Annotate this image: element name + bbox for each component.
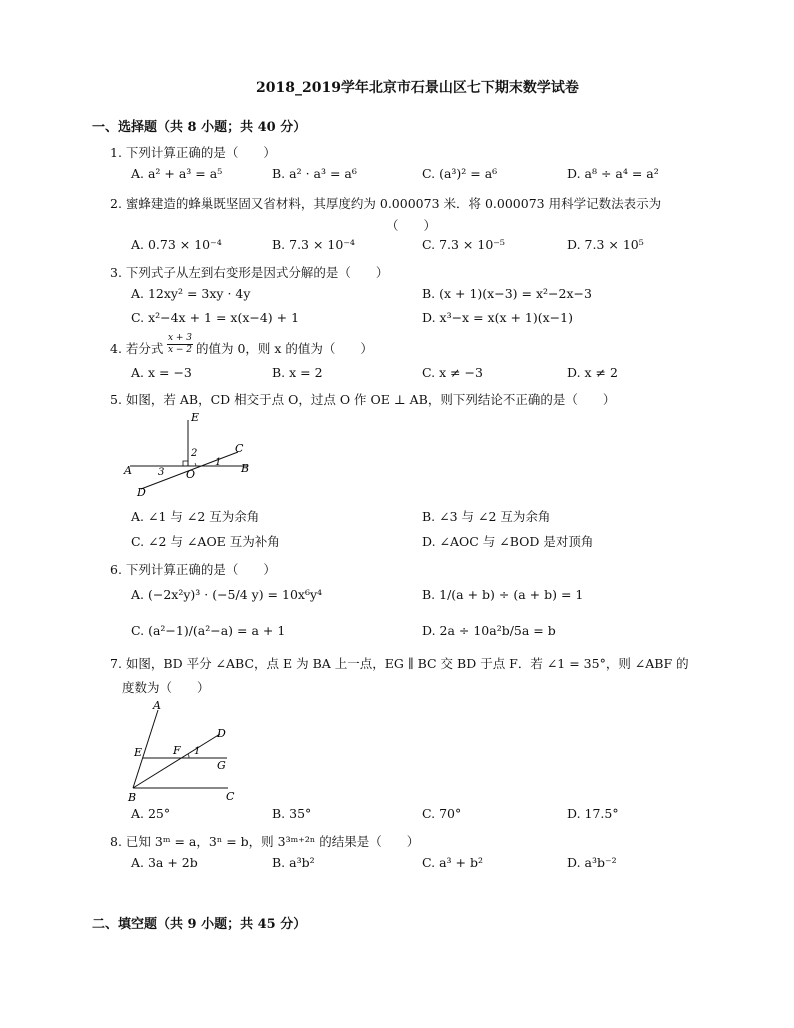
figure-5-intersecting-lines bbox=[120, 410, 260, 500]
label-c: C bbox=[235, 442, 244, 455]
question-7-option-d: D. 17.5° bbox=[567, 806, 619, 821]
label-a: A bbox=[153, 699, 161, 712]
section-heading-fill-in: 二、填空题（共 9 小题；共 45 分） bbox=[92, 917, 307, 932]
question-8-stem: 8. 已知 3ᵐ = a，3ⁿ = b，则 3³ᵐ⁺²ⁿ 的结果是（ ） bbox=[110, 834, 420, 849]
question-7-option-c: C. 70° bbox=[422, 806, 462, 821]
line-bd bbox=[133, 734, 220, 788]
question-4-option-c: C. x ≠ −3 bbox=[422, 365, 483, 380]
question-3-option-d: D. x³−x = x(x + 1)(x−1) bbox=[422, 310, 573, 325]
label-angle-1: 1 bbox=[215, 457, 222, 468]
question-5-stem: 5. 如图，若 AB，CD 相交于点 O，过点 O 作 OE ⊥ AB，则下列结论不正确的是（ ） bbox=[110, 392, 616, 407]
question-2-option-d: D. 7.3 × 10⁵ bbox=[567, 237, 644, 252]
label-e: E bbox=[191, 411, 200, 424]
label-o: O bbox=[186, 468, 196, 481]
right-angle-mark bbox=[183, 461, 188, 466]
question-2-option-c: C. 7.3 × 10⁻⁵ bbox=[422, 237, 505, 252]
question-4-fraction bbox=[167, 333, 193, 356]
question-4-stem-post: 的值为 0，则 x 的值为（ ） bbox=[196, 341, 373, 356]
question-7-stem-cont: 度数为（ ） bbox=[122, 680, 210, 695]
question-4-stem-pre: 4. 若分式 bbox=[110, 341, 164, 356]
question-6-option-c: C. (a²−1)/(a²−a) = a + 1 bbox=[131, 623, 286, 638]
fraction-numerator: x + 3 bbox=[167, 333, 193, 343]
question-1-option-a: A. a² + a³ = a⁵ bbox=[131, 166, 223, 181]
page-title: 2018_2019学年北京市石景山区七下期末数学试卷 bbox=[256, 80, 579, 96]
section-heading-choice: 一、选择题（共 8 小题；共 40 分） bbox=[92, 120, 307, 135]
label-angle-2: 2 bbox=[191, 448, 198, 459]
question-4-option-a: A. x = −3 bbox=[131, 365, 192, 380]
question-2-option-b: B. 7.3 × 10⁻⁴ bbox=[272, 237, 355, 252]
label-angle-1: 1 bbox=[194, 746, 201, 757]
question-4-option-b: B. x = 2 bbox=[272, 365, 323, 380]
question-7-option-b: B. 35° bbox=[272, 806, 312, 821]
label-a: A bbox=[124, 464, 132, 477]
label-e: E bbox=[134, 746, 143, 759]
label-c: C bbox=[226, 790, 235, 803]
angle-1-arc bbox=[188, 754, 189, 758]
question-1-stem: 1. 下列计算正确的是（ ） bbox=[110, 145, 276, 160]
figure-7-bisector bbox=[125, 696, 245, 804]
question-1-option-d: D. a⁸ ÷ a⁴ = a² bbox=[567, 166, 659, 181]
question-1-option-c: C. (a³)² = a⁶ bbox=[422, 166, 498, 181]
question-2-stem: 2. 蜜蜂建造的蜂巢既坚固又省材料，其厚度约为 0.000073 米．将 0.000073 用科学记数法表示为 bbox=[110, 196, 662, 211]
fraction-denominator: x − 2 bbox=[167, 345, 193, 355]
question-7-option-a: A. 25° bbox=[131, 806, 171, 821]
label-b: B bbox=[128, 791, 137, 804]
question-8-option-d: D. a³b⁻² bbox=[567, 855, 617, 870]
question-7-stem: 7. 如图，BD 平分 ∠ABC，点 E 为 BA 上一点，EG ∥ BC 交 BD 于点 F．若 ∠1 = 35°，则 ∠ABF 的 bbox=[110, 656, 689, 671]
question-3-option-c: C. x²−4x + 1 = x(x−4) + 1 bbox=[131, 310, 300, 325]
label-angle-3: 3 bbox=[158, 467, 165, 478]
question-8-option-a: A. 3a + 2b bbox=[131, 855, 198, 870]
question-5-option-a: A. ∠1 与 ∠2 互为余角 bbox=[131, 509, 260, 524]
question-5-option-c: C. ∠2 与 ∠AOE 互为补角 bbox=[131, 534, 280, 549]
question-6-option-d: D. 2a ÷ 10a²b/5a = b bbox=[422, 623, 556, 638]
question-6-stem: 6. 下列计算正确的是（ ） bbox=[110, 562, 276, 577]
question-1-option-b: B. a² · a³ = a⁶ bbox=[272, 166, 357, 181]
question-3-option-b: B. (x + 1)(x−3) = x²−2x−3 bbox=[422, 286, 592, 301]
question-5-option-d: D. ∠AOC 与 ∠BOD 是对顶角 bbox=[422, 534, 594, 549]
question-4-option-d: D. x ≠ 2 bbox=[567, 365, 618, 380]
question-6-option-a: A. (−2x²y)³ · (−5/4 y) = 10x⁶y⁴ bbox=[131, 587, 323, 602]
label-d: D bbox=[137, 486, 146, 499]
label-b: B bbox=[241, 462, 250, 475]
label-f: F bbox=[173, 744, 181, 757]
question-2-stem-paren: （ ） bbox=[386, 218, 437, 233]
question-5-option-b: B. ∠3 与 ∠2 互为余角 bbox=[422, 509, 551, 524]
question-6-option-b: B. 1/(a + b) ÷ (a + b) = 1 bbox=[422, 587, 584, 602]
question-8-option-b: B. a³b² bbox=[272, 855, 315, 870]
question-3-option-a: A. 12xy² = 3xy · 4y bbox=[131, 286, 251, 301]
label-d: D bbox=[217, 727, 226, 740]
label-g: G bbox=[217, 759, 226, 772]
question-3-stem: 3. 下列式子从左到右变形是因式分解的是（ ） bbox=[110, 265, 389, 280]
question-2-option-a: A. 0.73 × 10⁻⁴ bbox=[131, 237, 222, 252]
question-8-option-c: C. a³ + b² bbox=[422, 855, 483, 870]
